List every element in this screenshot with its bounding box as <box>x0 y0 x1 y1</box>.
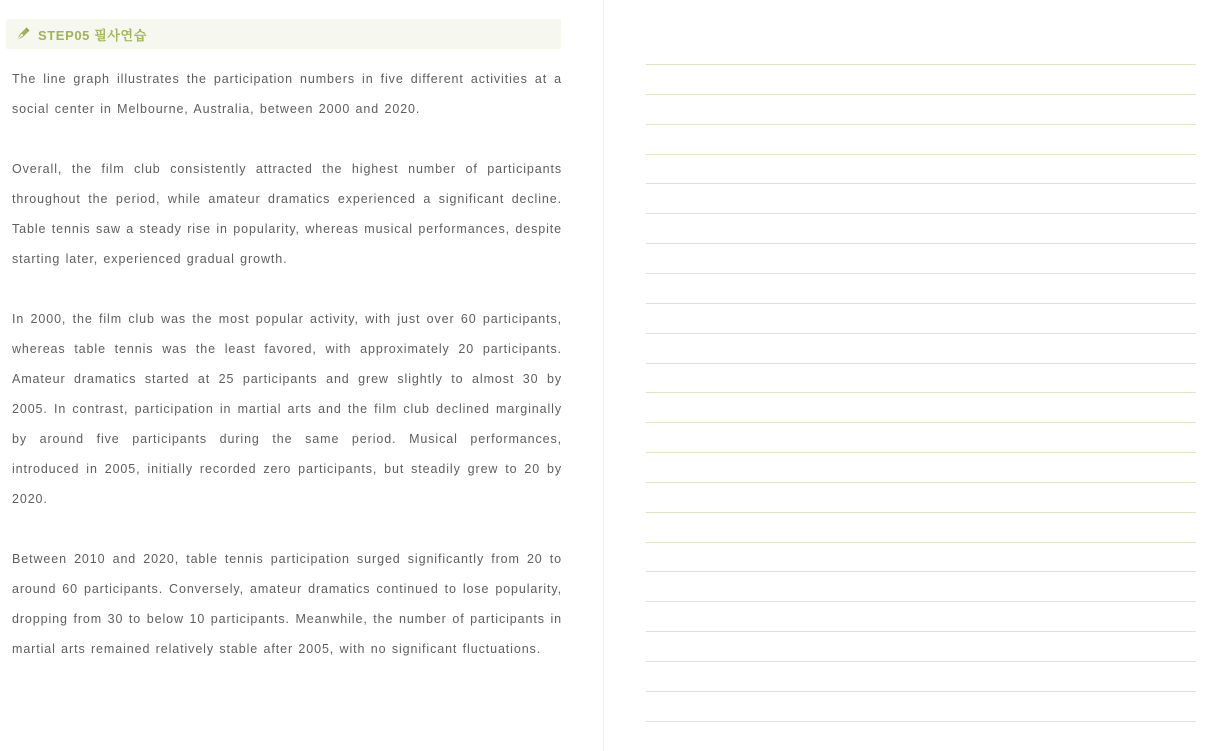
pen-nib-icon <box>14 25 32 43</box>
passage <box>12 64 562 694</box>
writing-line <box>646 213 1196 214</box>
paragraph-2: Overall, the film club consistently attracted the highest number of participants throughout the period, while amateur dramatics experienced a significant decline. Table tennis saw a steady rise in popularity, whereas musical performances, despite starting later, experienced gradual growth. <box>12 162 562 266</box>
writing-line <box>646 631 1196 632</box>
writing-line <box>646 601 1196 602</box>
step-title: STEP05 필사연습 <box>38 27 147 43</box>
paragraph-1: The line graph illustrates the participation numbers in five different activities at a social center in Melbourne, Australia, between 2000 and 2020. <box>12 72 562 116</box>
writing-line <box>646 273 1196 274</box>
writing-line <box>646 124 1196 125</box>
writing-line <box>646 243 1196 244</box>
writing-line <box>646 721 1196 722</box>
writing-line <box>646 392 1196 393</box>
writing-line <box>646 571 1196 572</box>
writing-line <box>646 363 1196 364</box>
writing-line <box>646 542 1196 543</box>
writing-line <box>646 512 1196 513</box>
writing-line <box>646 691 1196 692</box>
writing-line <box>646 303 1196 304</box>
writing-line <box>646 661 1196 662</box>
paragraph-3: In 2000, the film club was the most popular activity, with just over 60 participants, whereas table tennis was the least favored, with approximately 20 participants. Amateur dramatics started at 25 participants and grew slightly to almost 30 by 2005. In contrast, participation in martial arts and the film club declined marginally by around five participants during the same period. Musical performances, introduced in 2005, initially recorded zero participants, but steadily grew to 20 by 2020. <box>12 312 562 506</box>
writing-area[interactable] <box>604 0 1211 751</box>
writing-line <box>646 452 1196 453</box>
writing-line <box>646 422 1196 423</box>
step-header <box>6 19 561 49</box>
writing-line <box>646 482 1196 483</box>
writing-line <box>646 333 1196 334</box>
writing-line <box>646 154 1196 155</box>
writing-line <box>646 183 1196 184</box>
writing-line <box>646 94 1196 95</box>
paragraph-4: Between 2010 and 2020, table tennis participation surged significantly from 20 to around 60 participants. Conversely, amateur dramatics continued to lose popularity, dropping from 30 to below 10 participants. Meanwhile, the number of participants in martial arts remained relatively stable after 2005, with no significant fluctuations. <box>12 552 562 656</box>
reading-page <box>0 0 603 751</box>
writing-line <box>646 64 1196 65</box>
